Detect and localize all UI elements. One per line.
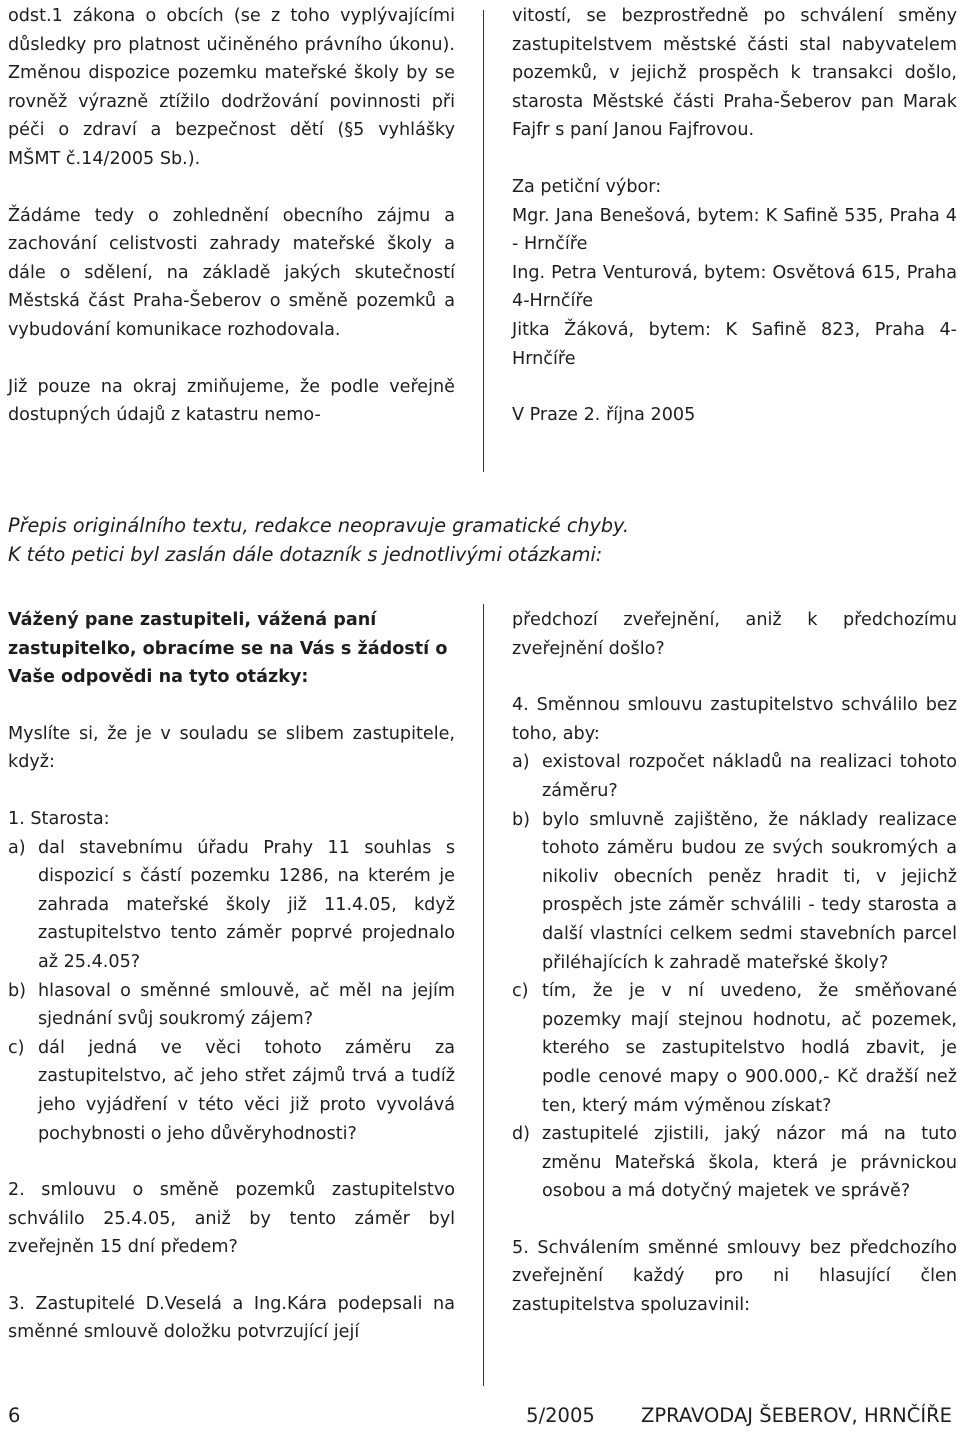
- bottom-left-column: [8, 606, 455, 1347]
- question: 3. Zastupitelé D.Veselá a Ing.Kára podepsali na směnné smlouvě doložku potvrzující její: [8, 1293, 455, 1343]
- question-item: [512, 1120, 957, 1206]
- question-item: [512, 748, 957, 805]
- item-label: a): [8, 837, 26, 858]
- item-text: hlasoval o směnné smlouvě, ač měl na jejím sjednání svůj soukromý zájem?: [38, 980, 455, 1030]
- question-continuation: předchozí zveřejnění, aniž k předchozímu zveřejnění došlo?: [512, 610, 957, 659]
- question-item: [8, 977, 455, 1034]
- committee-label: Za petiční výbor:: [512, 176, 662, 197]
- item-label: d): [512, 1124, 531, 1145]
- item-label: b): [512, 809, 531, 830]
- paragraph: vitostí, se bezprostředně po schválení směny zastupitelstvem městské části stal nabyvatelem pozemků, v jejichž prospěch k transakci došlo, starosta Městské části Praha-Šeberov pan Marak Fajfr s paní Janou Fajfrovou.: [512, 6, 957, 141]
- bottom-right-column: [512, 606, 957, 1320]
- column-divider: [483, 10, 484, 472]
- question-title: 4. Směnnou smlouvu zastupitelstvo schválilo bez toho, aby:: [512, 695, 957, 744]
- committee-member: Jitka Žáková, bytem: K Safině 823, Praha 4-Hrnčíře: [512, 319, 957, 369]
- paragraph: odst.1 zákona o obcích (se z toho vyplývajícími důsledky pro platnost učiněného právního úkonu). Změnou dispozice pozemku mateřské školy by se rovněž výrazně ztížilo dodržování povinnosti při péči o zdraví a bezpečnost dětí (§5 vyhlášky MŠMT č.14/2005 Sb.).: [8, 6, 455, 169]
- footer-right: [526, 1402, 952, 1430]
- top-right-column: [512, 2, 957, 430]
- editorial-note: [8, 511, 948, 569]
- signature-date: V Praze 2. října 2005: [512, 405, 696, 426]
- paragraph: Již pouze na okraj zmiňujeme, že podle veřejně dostupných údajů z katastru nemo-: [8, 376, 455, 426]
- item-text: dal stavebnímu úřadu Prahy 11 souhlas s dispozicí s částí pozemku 1286, na kterém je zahrada mateřské školy již 11.4.05, když zastupitelstvo tento záměr poprvé projednalo až 25.4.05?: [38, 837, 455, 972]
- item-text: dál jedná ve věci tohoto záměru za zastupitelstvo, ač jeho střet zájmů trvá a tudíž jeho vyjádření v této věci již proto vyvolává pochybnosti o jeho důvěryhodnosti?: [38, 1037, 455, 1144]
- item-label: c): [512, 981, 529, 1002]
- item-text: zastupitelé zjistili, jaký názor má na tuto změnu Mateřská škola, která je právnickou osobou a má dotyčný majetek ve správě?: [542, 1124, 957, 1202]
- question-item: [8, 1034, 455, 1148]
- item-text: tím, že je v ní uvedeno, že směňované pozemky mají stejnou hodnotu, ač pozemek, kterého se zastupitelstvo hodlá zbavit, je podle cenové mapy o 900.000,- Kč dražší než ten, který mám výměnou získat?: [542, 981, 957, 1116]
- publication-name: ZPRAVODAJ ŠEBEROV, HRNČÍŘE: [640, 1404, 952, 1427]
- question-title: 1. Starosta:: [8, 808, 110, 829]
- question-item: [512, 806, 957, 978]
- item-label: c): [8, 1037, 25, 1058]
- question: 5. Schválením směnné smlouvy bez předchozího zveřejnění každý pro ni hlasující člen zastupitelstva spoluzavinil:: [512, 1237, 957, 1316]
- questionnaire-heading: Vážený pane zastupiteli, vážená paní zastupitelko, obracíme se na Vás s žádostí o Vaše odpovědi na tyto otázky:: [8, 610, 448, 688]
- item-text: bylo smluvně zajištěno, že náklady realizace tohoto záměru budou ze svých soukromých a nikoliv obecních peněz hradit ti, v jejichž prospěch jste záměr schválili - tedy starosta a další vlastníci celkem sedmi stavebních parcel přiléhajících k zahradě mateřské školy?: [542, 809, 957, 973]
- top-left-column: [8, 2, 455, 430]
- note-line: Přepis originálního textu, redakce neopravuje gramatické chyby.: [8, 514, 630, 537]
- column-divider: [483, 604, 484, 1386]
- item-label: a): [512, 752, 530, 773]
- question-item: [512, 977, 957, 1120]
- item-text: existoval rozpočet nákladů na realizaci tohoto záměru?: [542, 752, 957, 801]
- committee-member: Ing. Petra Venturová, bytem: Osvětová 615, Praha 4-Hrnčíře: [512, 262, 957, 312]
- page-number: 6: [8, 1404, 21, 1427]
- note-line: K této petici byl zaslán dále dotazník s jednotlivými otázkami:: [8, 543, 603, 566]
- paragraph: Žádáme tedy o zohlednění obecního zájmu a zachování celistvosti zahrady mateřské školy a dále o sdělení, na základě jakých skutečností Městská část Praha-Šeberov o směně pozemků a vybudování komunikace rozhodovala.: [8, 205, 455, 340]
- question-item: [8, 834, 455, 977]
- questionnaire-intro: Myslíte si, že je v souladu se slibem zastupitele, když:: [8, 723, 455, 773]
- issue-number: 5/2005: [526, 1404, 595, 1427]
- question: 2. smlouvu o směně pozemků zastupitelstvo schválilo 25.4.05, aniž by tento záměr byl zveřejněn 15 dní předem?: [8, 1180, 455, 1258]
- committee-member: Mgr. Jana Benešová, bytem: K Safině 535, Praha 4 - Hrnčíře: [512, 205, 957, 255]
- item-label: b): [8, 980, 27, 1001]
